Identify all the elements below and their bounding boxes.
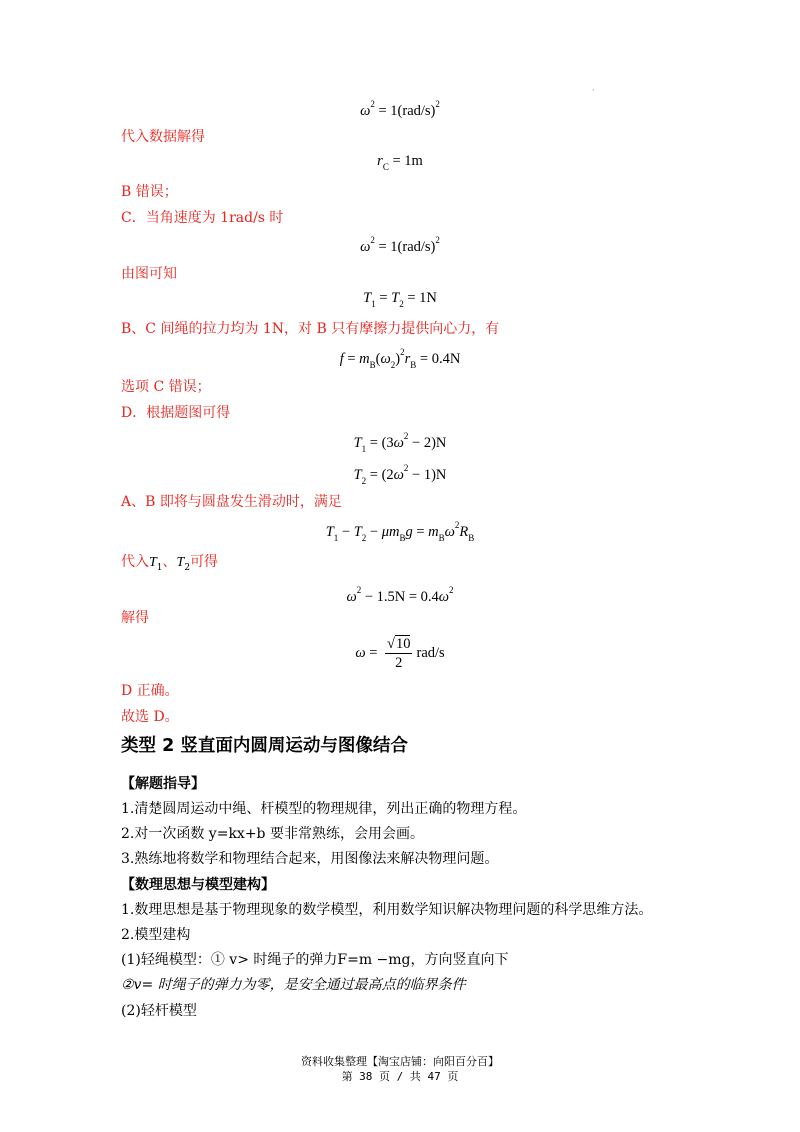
model-item-3: (1)轻绳模型：① v> 时绳子的弹力F=m −mg，方向竖直向下 [121,952,509,968]
guide-item-2: 2.对一次函数 y=kx+b 要非常熟练，会用会画。 [121,826,424,842]
equation-reduced: $\omega^2 - 1.5N = 0.4\omega^2$ [346,585,454,605]
scan-dot: · [592,86,595,95]
text-from-graph: 由图可知 [121,266,177,282]
model-item-1: 1.数理思想是基于物理现象的数学模型，利用数学知识解决物理问题的科学思维方法。 [121,902,653,918]
model-item-2: 2.模型建构 [121,927,191,943]
footer-page-number: 第 38 页 / 共 47 页 [341,1070,459,1083]
text-d-option: D．根据题图可得 [121,405,231,421]
model-item-4: ②v= 时绳子的弹力为零，是安全通过最高点的临界条件 [121,977,466,993]
text-d-correct: D 正确。 [121,683,179,699]
model-title: 【数理思想与模型建构】 [121,877,275,893]
footer-source: 资料收集整理【淘宝店铺：向阳百分百】 [301,1055,499,1068]
text-b-wrong: B 错误； [121,184,178,200]
text-bc-tension: B、C 间绳的拉力均为 1N，对 B 只有摩擦力提供向心力，有 [121,321,500,337]
guide-title: 【解题指导】 [121,776,205,792]
equation-balance: $T_1 - T_2 - \mu m_Bg = m_B\omega^2R_B$ [325,520,475,543]
model-item-5: (2)轻杆模型 [121,1003,197,1019]
text-answer: 故选 D。 [121,709,179,725]
text-substitute-t: 代入$T_1$、$T_2$可得 [121,554,219,573]
equation-friction: $f = m_B(\omega_2)^2r_B = 0.4N$ [339,347,461,370]
text-solve: 解得 [121,610,149,626]
equation-omega-squared-1: $\omega^2 = 1(rad/s)^2$ [360,99,440,119]
section-heading: 类型 2 竖直面内圆周运动与图像结合 [121,736,408,756]
text-c-option: C．当角速度为 1rad/s 时 [121,210,284,226]
equation-rc: $r_C = 1m$ [377,153,423,172]
text-ab-slide: A、B 即将与圆盘发生滑动时，满足 [121,494,342,510]
equation-omega-squared-2: $\omega^2 = 1(rad/s)^2$ [360,235,440,255]
text-substitute: 代入数据解得 [121,129,205,145]
equation-t1: $T_1 = (3\omega^2 - 2)N$ [353,431,447,454]
text-c-wrong: 选项 C 错误； [121,379,211,395]
guide-item-1: 1.清楚圆周运动中绳、杆模型的物理规律，列出正确的物理方程。 [121,801,527,817]
guide-item-3: 3.熟练地将数学和物理结合起来，用图像法来解决物理问题。 [121,851,499,867]
equation-omega-final: ω = $\frac{√10}{2}$ rad/s [355,636,445,672]
equation-t1-equals-t2: $T_1 = T_2 = 1N$ [363,290,437,309]
equation-t2: $T_2 = (2\omega^2 - 1)N$ [353,463,447,486]
